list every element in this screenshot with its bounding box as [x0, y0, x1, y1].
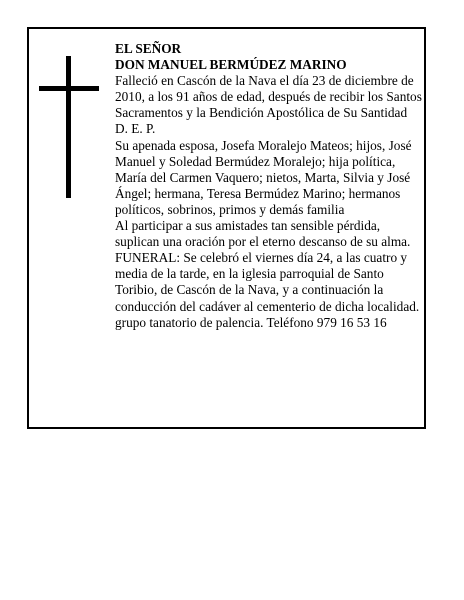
death-paragraph: Falleció en Cascón de la Nava el día 23 de diciembre de 2010, a los 91 años de edad, después de recibir los Santos Sacramentos y la Bendición Apostólica de Su Santidad — [115, 73, 422, 121]
request-paragraph: Al participar a sus amistades tan sensible pérdida, suplican una oración por el eterno descanso de su alma. — [115, 218, 411, 250]
funeral-home-footer: grupo tanatorio de palencia. Teléfono 979 16 53 16 — [115, 314, 387, 330]
cross-horizontal-bar — [39, 86, 99, 91]
heading-title: EL SEÑOR — [115, 41, 182, 56]
family-paragraph: Su apenada esposa, Josefa Moralejo Mateos; hijos, José Manuel y Soledad Bermúdez Moralejo; hija política, María del Carmen Vaquero; nietos, Marta, Silvia y José Ángel; hermana, Teresa Bermúdez Marino; hermanos políticos, sobrinos, primos y demás familia — [115, 137, 412, 217]
cross-vertical-bar — [66, 56, 71, 198]
deceased-name: DON MANUEL BERMÚDEZ MARINO — [115, 57, 347, 73]
rip-line: D. E. P. — [115, 121, 156, 137]
latin-cross-icon — [39, 56, 99, 198]
notice-body — [115, 41, 427, 331]
obituary-notice — [27, 27, 426, 429]
funeral-paragraph: FUNERAL: Se celebró el viernes día 24, a las cuatro y media de la tarde, en la iglesia parroquial de Santo Toribio, de Cascón de la Nava, y a continuación la conducción del cadáver al cementerio de dicha localidad. — [115, 250, 420, 314]
